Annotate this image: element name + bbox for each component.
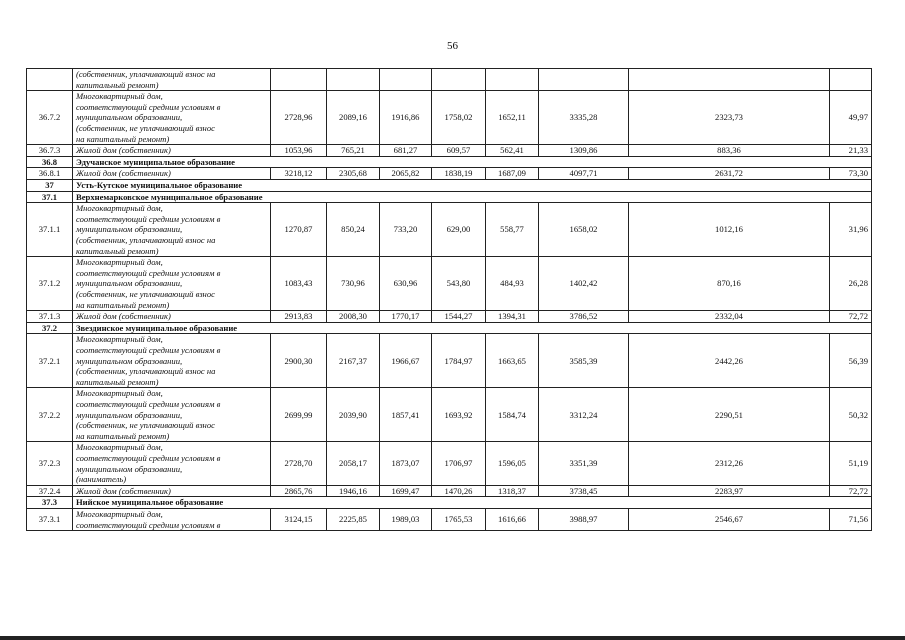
value-cell: 1916,86 bbox=[380, 91, 432, 145]
value-cell: 2305,68 bbox=[327, 168, 380, 180]
description-line: Многоквартирный дом, bbox=[76, 203, 163, 214]
row-number: 37.1.1 bbox=[27, 203, 73, 257]
value-cell: 56,39 bbox=[830, 334, 872, 388]
value-cell bbox=[486, 69, 539, 91]
section-row bbox=[27, 156, 872, 168]
value-cell: 50,32 bbox=[830, 388, 872, 442]
row-description bbox=[73, 168, 271, 180]
value-cell: 1658,02 bbox=[539, 203, 629, 257]
description-line: Жилой дом (собственник) bbox=[76, 311, 171, 322]
value-cell: 1699,47 bbox=[380, 485, 432, 497]
value-cell: 1394,31 bbox=[486, 311, 539, 323]
table-row bbox=[27, 168, 872, 180]
value-cell: 484,93 bbox=[486, 257, 539, 311]
value-cell: 1270,87 bbox=[271, 203, 327, 257]
value-cell: 2913,83 bbox=[271, 311, 327, 323]
value-cell: 1318,37 bbox=[486, 485, 539, 497]
row-number: 36.7.3 bbox=[27, 145, 73, 157]
value-cell: 2699,99 bbox=[271, 388, 327, 442]
value-cell: 558,77 bbox=[486, 203, 539, 257]
value-cell: 1873,07 bbox=[380, 442, 432, 485]
description-line: Жилой дом (собственник) bbox=[76, 485, 171, 496]
section-row bbox=[27, 322, 872, 334]
row-number: 37.2.1 bbox=[27, 334, 73, 388]
row-number: 36.8 bbox=[27, 156, 73, 168]
section-title: Усть-Кутское муниципальное образование bbox=[73, 179, 872, 191]
value-cell: 1758,02 bbox=[432, 91, 486, 145]
description-line: на капитальный ремонт) bbox=[76, 299, 170, 310]
value-cell: 72,72 bbox=[830, 311, 872, 323]
description-line: (собственник, не уплачивающий взнос bbox=[76, 122, 215, 133]
value-cell: 609,57 bbox=[432, 145, 486, 157]
value-cell: 21,33 bbox=[830, 145, 872, 157]
description-line: муниципальном образовании, bbox=[76, 463, 183, 474]
value-cell: 2058,17 bbox=[327, 442, 380, 485]
section-row bbox=[27, 191, 872, 203]
row-description bbox=[73, 508, 271, 530]
description-line: соответствующий средним условиям в bbox=[76, 213, 221, 224]
value-cell: 3312,24 bbox=[539, 388, 629, 442]
description-line: на капитальный ремонт) bbox=[76, 430, 170, 441]
value-cell: 73,30 bbox=[830, 168, 872, 180]
value-cell: 3124,15 bbox=[271, 508, 327, 530]
value-cell: 72,72 bbox=[830, 485, 872, 497]
section-title: Эдучанское муниципальное образование bbox=[73, 156, 872, 168]
value-cell bbox=[432, 69, 486, 91]
table-row bbox=[27, 257, 872, 311]
page-number: 56 bbox=[447, 40, 458, 52]
description-line: (собственник, уплачивающий взнос на bbox=[76, 366, 216, 377]
table-row bbox=[27, 69, 872, 91]
row-description bbox=[73, 145, 271, 157]
value-cell: 2167,37 bbox=[327, 334, 380, 388]
table-row bbox=[27, 508, 872, 530]
description-line: (собственник, не уплачивающий взнос bbox=[76, 288, 215, 299]
section-title: Верхнемарковское муниципальное образование bbox=[73, 191, 872, 203]
value-cell: 2312,26 bbox=[629, 442, 830, 485]
value-cell: 3988,97 bbox=[539, 508, 629, 530]
row-description bbox=[73, 442, 271, 485]
table-row bbox=[27, 91, 872, 145]
row-number: 37.2.3 bbox=[27, 442, 73, 485]
value-cell: 3351,39 bbox=[539, 442, 629, 485]
value-cell: 2546,67 bbox=[629, 508, 830, 530]
value-cell: 1857,41 bbox=[380, 388, 432, 442]
value-cell: 1765,53 bbox=[432, 508, 486, 530]
value-cell: 2332,04 bbox=[629, 311, 830, 323]
value-cell: 870,16 bbox=[629, 257, 830, 311]
description-line: соответствующий средним условиям в bbox=[76, 267, 221, 278]
table-row bbox=[27, 203, 872, 257]
value-cell: 1402,42 bbox=[539, 257, 629, 311]
description-line: (собственник, уплачивающий взнос на bbox=[76, 69, 216, 79]
value-cell: 49,97 bbox=[830, 91, 872, 145]
row-number: 37.3.1 bbox=[27, 508, 73, 530]
row-description bbox=[73, 485, 271, 497]
value-cell: 3218,12 bbox=[271, 168, 327, 180]
value-cell: 730,96 bbox=[327, 257, 380, 311]
value-cell: 630,96 bbox=[380, 257, 432, 311]
description-line: муниципальном образовании, bbox=[76, 224, 183, 235]
value-cell: 1470,26 bbox=[432, 485, 486, 497]
value-cell: 26,28 bbox=[830, 257, 872, 311]
row-description bbox=[73, 311, 271, 323]
description-line: соответствующий средним условиям в bbox=[76, 344, 221, 355]
description-line: капитальный ремонт) bbox=[76, 245, 159, 256]
value-cell: 1596,05 bbox=[486, 442, 539, 485]
description-line: соответствующий средним условиям в bbox=[76, 452, 221, 463]
description-line: соответствующий средним условиям в bbox=[76, 101, 221, 112]
description-line: капитальный ремонт) bbox=[76, 79, 159, 90]
value-cell: 2283,97 bbox=[629, 485, 830, 497]
section-title: Звездинское муниципальное образование bbox=[73, 322, 872, 334]
value-cell: 2728,96 bbox=[271, 91, 327, 145]
description-line: Многоквартирный дом, bbox=[76, 91, 163, 102]
row-number bbox=[27, 69, 73, 91]
value-cell: 1693,92 bbox=[432, 388, 486, 442]
description-line: муниципальном образовании, bbox=[76, 355, 183, 366]
value-cell bbox=[629, 69, 830, 91]
value-cell: 1083,43 bbox=[271, 257, 327, 311]
value-cell: 1309,86 bbox=[539, 145, 629, 157]
value-cell: 1784,97 bbox=[432, 334, 486, 388]
scan-edge-line bbox=[0, 636, 905, 640]
value-cell bbox=[380, 69, 432, 91]
value-cell: 2290,51 bbox=[629, 388, 830, 442]
value-cell: 1616,66 bbox=[486, 508, 539, 530]
value-cell: 883,36 bbox=[629, 145, 830, 157]
row-number: 37.2.2 bbox=[27, 388, 73, 442]
description-line: муниципальном образовании, bbox=[76, 409, 183, 420]
table-body bbox=[27, 69, 872, 531]
value-cell: 1989,03 bbox=[380, 508, 432, 530]
value-cell: 1012,16 bbox=[629, 203, 830, 257]
table-row bbox=[27, 485, 872, 497]
value-cell bbox=[271, 69, 327, 91]
description-line: Жилой дом (собственник) bbox=[76, 168, 171, 179]
description-line: (наниматель) bbox=[76, 474, 127, 485]
value-cell: 562,41 bbox=[486, 145, 539, 157]
row-description bbox=[73, 334, 271, 388]
value-cell: 3585,39 bbox=[539, 334, 629, 388]
value-cell: 1544,27 bbox=[432, 311, 486, 323]
description-line: соответствующий средним условиям в bbox=[76, 519, 221, 530]
row-number: 37 bbox=[27, 179, 73, 191]
section-title: Нийское муниципальное образование bbox=[73, 497, 872, 509]
value-cell: 1946,16 bbox=[327, 485, 380, 497]
value-cell: 1584,74 bbox=[486, 388, 539, 442]
row-description bbox=[73, 91, 271, 145]
value-cell: 2008,30 bbox=[327, 311, 380, 323]
row-number: 37.2 bbox=[27, 322, 73, 334]
value-cell: 2442,26 bbox=[629, 334, 830, 388]
tariff-table bbox=[26, 68, 872, 531]
value-cell: 1652,11 bbox=[486, 91, 539, 145]
row-number: 36.8.1 bbox=[27, 168, 73, 180]
value-cell: 4097,71 bbox=[539, 168, 629, 180]
value-cell: 1706,97 bbox=[432, 442, 486, 485]
value-cell: 1770,17 bbox=[380, 311, 432, 323]
description-line: соответствующий средним условиям в bbox=[76, 398, 221, 409]
value-cell: 3786,52 bbox=[539, 311, 629, 323]
description-line: (собственник, не уплачивающий взнос bbox=[76, 420, 215, 431]
value-cell: 51,19 bbox=[830, 442, 872, 485]
value-cell: 2089,16 bbox=[327, 91, 380, 145]
description-line: Многоквартирный дом, bbox=[76, 334, 163, 345]
description-line: муниципальном образовании, bbox=[76, 112, 183, 123]
row-description bbox=[73, 257, 271, 311]
table-row bbox=[27, 442, 872, 485]
value-cell: 1053,96 bbox=[271, 145, 327, 157]
row-number: 37.1.3 bbox=[27, 311, 73, 323]
row-number: 36.7.2 bbox=[27, 91, 73, 145]
row-description bbox=[73, 69, 271, 91]
value-cell: 1663,65 bbox=[486, 334, 539, 388]
description-line: муниципальном образовании, bbox=[76, 278, 183, 289]
description-line: на капитальный ремонт) bbox=[76, 133, 170, 144]
value-cell: 3335,28 bbox=[539, 91, 629, 145]
value-cell bbox=[327, 69, 380, 91]
table-row bbox=[27, 145, 872, 157]
description-line: Многоквартирный дом, bbox=[76, 388, 163, 399]
value-cell: 2865,76 bbox=[271, 485, 327, 497]
value-cell: 2065,82 bbox=[380, 168, 432, 180]
table-row bbox=[27, 388, 872, 442]
value-cell: 1838,19 bbox=[432, 168, 486, 180]
description-line: капитальный ремонт) bbox=[76, 376, 159, 387]
row-number: 37.1 bbox=[27, 191, 73, 203]
value-cell: 2039,90 bbox=[327, 388, 380, 442]
value-cell: 2225,85 bbox=[327, 508, 380, 530]
value-cell bbox=[830, 69, 872, 91]
section-row bbox=[27, 497, 872, 509]
value-cell: 71,56 bbox=[830, 508, 872, 530]
value-cell: 2728,70 bbox=[271, 442, 327, 485]
value-cell: 681,27 bbox=[380, 145, 432, 157]
value-cell: 3738,45 bbox=[539, 485, 629, 497]
value-cell: 1966,67 bbox=[380, 334, 432, 388]
value-cell: 629,00 bbox=[432, 203, 486, 257]
value-cell: 31,96 bbox=[830, 203, 872, 257]
value-cell: 543,80 bbox=[432, 257, 486, 311]
value-cell: 733,20 bbox=[380, 203, 432, 257]
table-row bbox=[27, 334, 872, 388]
value-cell: 765,21 bbox=[327, 145, 380, 157]
description-line: Многоквартирный дом, bbox=[76, 442, 163, 453]
value-cell bbox=[539, 69, 629, 91]
value-cell: 2631,72 bbox=[629, 168, 830, 180]
description-line: Многоквартирный дом, bbox=[76, 508, 163, 519]
value-cell: 2323,73 bbox=[629, 91, 830, 145]
table-row bbox=[27, 311, 872, 323]
row-description bbox=[73, 203, 271, 257]
value-cell: 850,24 bbox=[327, 203, 380, 257]
row-description bbox=[73, 388, 271, 442]
value-cell: 1687,09 bbox=[486, 168, 539, 180]
description-line: (собственник, уплачивающий взнос на bbox=[76, 234, 216, 245]
section-row bbox=[27, 179, 872, 191]
description-line: Жилой дом (собственник) bbox=[76, 145, 171, 156]
description-line: Многоквартирный дом, bbox=[76, 257, 163, 268]
value-cell: 2900,30 bbox=[271, 334, 327, 388]
row-number: 37.2.4 bbox=[27, 485, 73, 497]
row-number: 37.1.2 bbox=[27, 257, 73, 311]
row-number: 37.3 bbox=[27, 497, 73, 509]
